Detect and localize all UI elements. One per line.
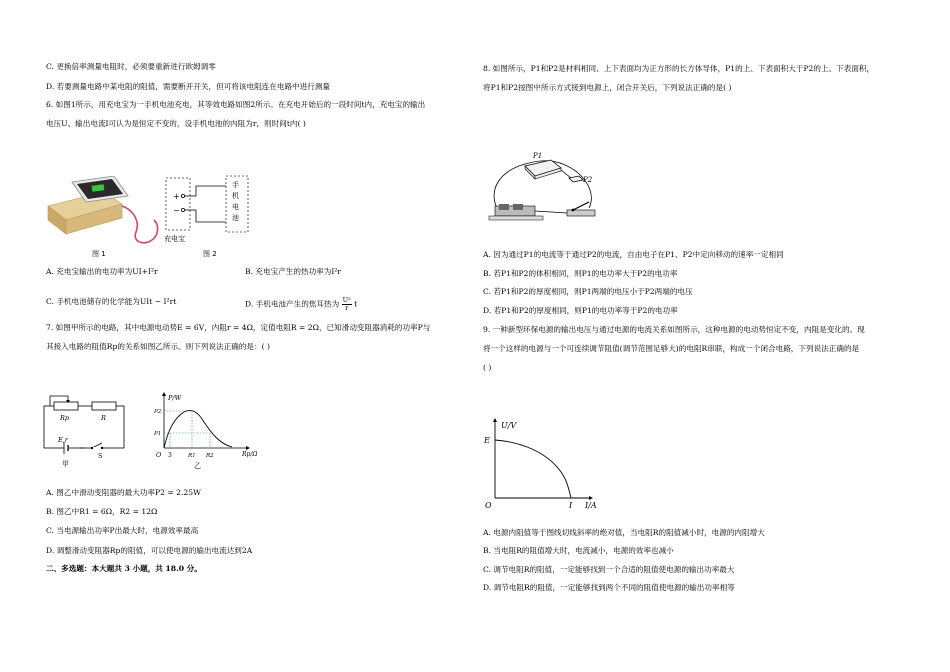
q7-fig-jia-label: 甲 [62, 460, 69, 468]
q6-fig1-label: 图 1 [92, 250, 106, 258]
q9-option-b: B. 当电阻R的阻值增大时，电流减小，电源的效率也减小 [483, 546, 674, 555]
section-2-heading: 二、多选题：本大题共 3 小题，共 18.0 分。 [46, 564, 202, 573]
q7-option-d: D. 调整滑动变阻器Rp的阻值，可以使电源的输出电流达到2A [46, 546, 253, 555]
q7-tick-3: 3 [168, 452, 172, 459]
q7-stem-line1: 7. 如图甲所示的电路，其中电源电动势E = 6V，内阻r = 4Ω，定值电阻R = 2Ω，已知滑动变阻器消耗的功率P与 [46, 323, 431, 332]
q5-option-d: D. 若要测量电路中某电阻的阻值，需要断开开关，但可将该电阻连在电路中进行测量 [46, 82, 331, 91]
q6-phone-label: 手机电池 [232, 181, 239, 222]
q8-option-d: D. 若P1和P2的厚度相同，则P1的电功率等于P2的电功率 [483, 306, 678, 315]
q8-stem-line2: 将P1和P2按图中所示方式接到电源上，闭合开关后，下列说法正确的是( ) [483, 83, 732, 92]
q7-stem-line2: 其接入电路的阻值Rp的关系如图乙所示。则下列说法正确的是：( ) [46, 342, 270, 351]
q7-circuit-jia [40, 392, 132, 468]
q6-option-d [245, 297, 357, 312]
q7-fig-yi-label: 乙 [194, 462, 201, 470]
q6-option-a: A. 充电宝输出的电功率为UI+I²r [46, 267, 158, 276]
q6-fig2-label: 图 2 [203, 250, 217, 258]
q9-stem-line2: 将一个这样的电源与一个可连续调节阻值(调节范围足够大)的电阻R串联，构成一个闭合电路，下列说法正确的是 [483, 344, 860, 353]
q6-option-c: C. 手机电池储存的化学能为UIt − I²rt [46, 297, 177, 306]
q9-ui-graph [481, 416, 611, 512]
q6-minus-sign: − [173, 206, 180, 215]
q7-r-label: R [101, 414, 106, 422]
q6-option-d-suffix: t [354, 299, 358, 309]
q8-option-a: A. 因为通过P1的电流等于通过P2的电流，自由电子在P1、P2中定向移动的速率一定相同 [483, 250, 784, 259]
q8-p1-label: P1 [533, 152, 543, 160]
q7-rp-axis-label: Rp/Ω [242, 451, 258, 458]
q7-p2-label: P2 [154, 409, 162, 415]
q9-e-label: E [484, 436, 490, 445]
q9-stem-line3: ( ) [483, 363, 492, 372]
q5-option-c: C. 更换倍率测量电阻时，必须要重新进行欧姆调零 [46, 62, 216, 71]
q7-p1-label: P1 [154, 431, 162, 437]
q6-fraction-numerator: U² [342, 296, 351, 304]
q7-er-label: E,r [58, 436, 68, 444]
q8-stem-line1: 8. 如图所示，P1和P2是材料相同、上下表面均为正方形的长方体导体，P1的上、下表面积大于P2的上、下表面积， [483, 64, 875, 73]
q9-u-axis-label: U/V [501, 421, 517, 430]
q7-tick-r2: R2 [206, 453, 214, 459]
q9-i-intercept-label: I [569, 501, 573, 510]
q7-graph-yi [146, 390, 266, 470]
q9-option-d: D. 调节电阻R的阻值，一定能够找到两个不同的阻值使电源的输出功率相等 [483, 583, 735, 592]
q7-option-a: A. 图乙中滑动变阻器的最大功率P2 = 2.25W [46, 488, 201, 497]
q6-stem-line2: 电压U、输出电流I可认为是恒定不变的，设手机电池的内阻为r，则时间t内( ) [46, 119, 306, 128]
q7-switch-label: S [98, 452, 103, 460]
q6-fraction-denominator: r [345, 304, 349, 312]
q6-option-d-prefix: D. 手机电池产生的焦耳热为 [245, 299, 340, 309]
q7-rp-label: Rp [60, 414, 70, 422]
q7-option-c: C. 当电源输出功率P出最大时，电源效率最高 [46, 526, 199, 535]
q9-origin-label: O [485, 501, 492, 510]
q7-tick-r1: R1 [188, 453, 196, 459]
q8-option-c: C. 若P1和P2的厚度相同，则P1两端的电压小于P2两端的电压 [483, 287, 693, 296]
q9-option-c: C. 调节电阻R的阻值，一定能够找到一个合适的阻值使电源的输出功率最大 [483, 565, 735, 574]
q8-figure [485, 148, 603, 228]
q7-origin-label: O [156, 451, 162, 459]
q9-stem-line1: 9. 一种新型环保电源的输出电压与通过电源的电流关系如图所示，这种电源的电动势恒定不变，内阻是变化的。现 [483, 325, 865, 334]
q9-option-a: A. 电源内阻值等于图线切线斜率的绝对值，当电阻R的阻值减小时，电源的内阻增大 [483, 528, 765, 537]
q6-plus-sign: + [173, 192, 180, 201]
q7-option-b: B. 图乙中R1 = 6Ω，R2 = 12Ω [46, 507, 158, 516]
q6-figure-1 [44, 176, 162, 260]
q8-p2-label: P2 [583, 176, 593, 184]
q7-p-axis-label: P/W [168, 394, 182, 402]
q6-stem-line1: 6. 如图1所示，用充电宝为一手机电池充电，其等效电路如图2所示。在充电开始后的一段时间t内，充电宝的输出 [46, 100, 426, 109]
q6-charger-label: 充电宝 [164, 235, 185, 243]
q6-option-b: B. 充电宝产生的热功率为I²r [245, 267, 342, 276]
q8-option-b: B. 若P1和P2的体积相同，则P1的电功率大于P2的电功率 [483, 269, 678, 278]
q9-i-axis-label: I/A [585, 501, 597, 510]
q6-option-d-fraction [342, 297, 352, 312]
